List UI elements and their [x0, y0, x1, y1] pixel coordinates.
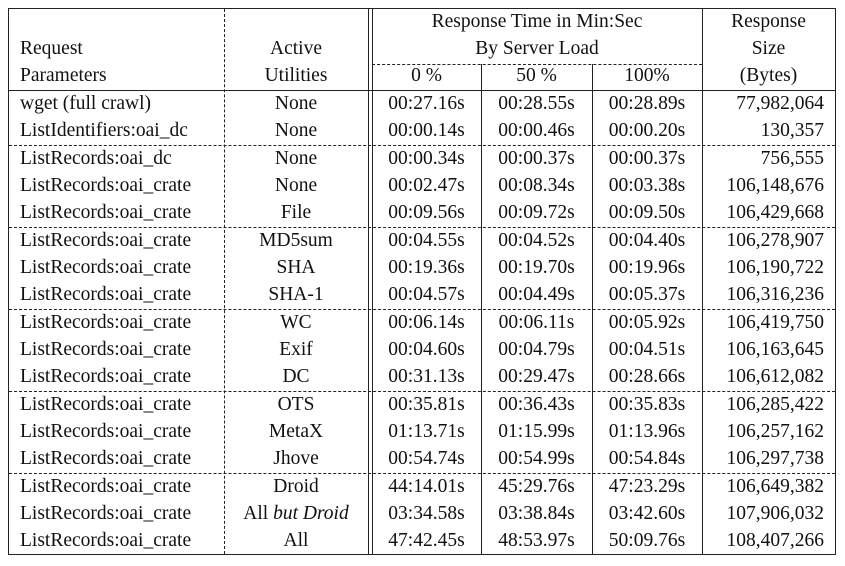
time-50-cell: 00:04.79s	[498, 339, 575, 360]
utility-cell: MD5sum	[259, 230, 333, 251]
time-0-cell: 00:35.81s	[388, 394, 465, 415]
time-0-cell: 00:27.16s	[388, 93, 465, 114]
size-cell: 106,163,645	[726, 339, 824, 360]
size-cell: 106,285,422	[726, 394, 824, 415]
utility-cell: File	[280, 202, 312, 223]
time-100-cell: 03:42.60s	[608, 503, 686, 524]
utility-cell: All	[283, 530, 309, 551]
utility-cell	[224, 504, 368, 524]
size-cell: 106,190,722	[726, 257, 824, 278]
size-cell: 130,357	[760, 120, 824, 141]
size-cell: 756,555	[760, 148, 824, 169]
request-cell: ListRecords:oai_crate	[20, 476, 192, 497]
group-rule-5	[9, 473, 835, 474]
time-100-cell: 00:09.50s	[608, 202, 686, 223]
time-100-cell: 01:13.96s	[608, 421, 686, 442]
time-50-cell: 00:54.99s	[498, 448, 575, 469]
time-0-cell: 01:13.71s	[388, 421, 465, 442]
header-request-line1: Request	[20, 38, 83, 59]
time-50-cell: 01:15.99s	[498, 421, 575, 442]
time-0-cell: 00:19.36s	[388, 257, 465, 278]
request-cell: ListRecords:oai_crate	[20, 175, 192, 196]
time-50-cell: 00:09.72s	[498, 202, 575, 223]
utility-cell: DC	[282, 366, 310, 387]
size-cell: 106,649,382	[726, 476, 824, 497]
request-cell: ListRecords:oai_crate	[20, 366, 192, 387]
utility-cell: OTS	[277, 394, 315, 415]
request-cell: ListRecords:oai_crate	[20, 339, 192, 360]
time-50-cell: 48:53.97s	[498, 530, 575, 551]
size-cell: 106,297,738	[726, 448, 824, 469]
time-0-cell: 00:54.74s	[388, 448, 465, 469]
time-0-cell: 00:02.47s	[388, 175, 465, 196]
header-size-line2: Size	[751, 38, 786, 59]
time-100-cell: 00:04.40s	[608, 230, 686, 251]
size-cell: 106,419,750	[726, 312, 824, 333]
time-100-cell: 00:00.37s	[608, 148, 686, 169]
time-50-cell: 03:38.84s	[498, 503, 575, 524]
group-rule-1	[9, 145, 835, 146]
time-100-cell: 00:28.89s	[608, 93, 686, 114]
request-cell: ListRecords:oai_crate	[20, 394, 192, 415]
time-50-cell: 00:06.11s	[498, 312, 575, 333]
request-cell: ListRecords:oai_crate	[20, 503, 192, 524]
utility-cell: SHA	[276, 257, 316, 278]
request-cell: ListRecords:oai_crate	[20, 284, 192, 305]
time-50-cell: 00:28.55s	[498, 93, 575, 114]
time-0-cell: 44:14.01s	[388, 476, 465, 497]
time-100-cell: 00:03.38s	[608, 175, 686, 196]
size-cell: 77,982,064	[736, 93, 824, 114]
time-100-cell: 50:09.76s	[608, 530, 686, 551]
time-50-cell: 00:04.52s	[498, 230, 575, 251]
time-0-cell: 00:06.14s	[388, 312, 465, 333]
request-cell: ListRecords:oai_crate	[20, 530, 192, 551]
request-cell: ListRecords:oai_crate	[20, 202, 192, 223]
header-response-time-line2: By Server Load	[475, 38, 599, 59]
request-cell: ListIdentifiers:oai_dc	[20, 120, 188, 141]
request-cell: ListRecords:oai_crate	[20, 448, 192, 469]
utility-cell: None	[274, 120, 318, 141]
time-100-cell: 00:00.20s	[608, 120, 686, 141]
time-0-cell: 00:00.14s	[388, 120, 465, 141]
header-load-50: 50 %	[516, 65, 557, 86]
time-50-cell: 00:08.34s	[498, 175, 575, 196]
time-0-cell: 00:31.13s	[388, 366, 465, 387]
header-size-line3: (Bytes)	[739, 65, 798, 86]
time-100-cell: 00:05.37s	[608, 284, 686, 305]
request-cell: ListRecords:oai_dc	[20, 148, 172, 169]
utility-cell: SHA-1	[268, 284, 324, 305]
time-50-cell: 00:19.70s	[498, 257, 575, 278]
group-rule-4	[9, 391, 835, 392]
request-cell: ListRecords:oai_crate	[20, 421, 192, 442]
time-0-cell: 00:00.34s	[388, 148, 465, 169]
time-100-cell: 47:23.29s	[608, 476, 686, 497]
time-0-cell: 00:04.55s	[388, 230, 465, 251]
time-0-cell: 03:34.58s	[388, 503, 465, 524]
time-100-cell: 00:54.84s	[608, 448, 686, 469]
time-50-cell: 00:00.37s	[498, 148, 575, 169]
size-cell: 106,278,907	[726, 230, 824, 251]
utility-cell: None	[274, 175, 318, 196]
header-request-line2: Parameters	[20, 65, 107, 86]
time-50-cell: 00:29.47s	[498, 366, 575, 387]
header-utilities-line1: Active	[270, 38, 322, 59]
utility-prefix: All	[243, 503, 274, 524]
utility-italic: but Droid	[273, 503, 349, 524]
response-time-table	[8, 8, 836, 555]
header-size-line1: Response	[731, 11, 806, 32]
size-cell: 106,429,668	[726, 202, 824, 223]
request-cell: ListRecords:oai_crate	[20, 312, 192, 333]
size-cell: 106,148,676	[726, 175, 824, 196]
time-100-cell: 00:05.92s	[608, 312, 686, 333]
time-0-cell: 00:04.57s	[388, 284, 465, 305]
size-cell: 108,407,266	[726, 530, 824, 551]
utility-cell: None	[274, 93, 318, 114]
time-100-cell: 00:04.51s	[608, 339, 686, 360]
time-50-cell: 00:00.46s	[498, 120, 575, 141]
utility-cell: WC	[280, 312, 312, 333]
time-0-cell: 47:42.45s	[388, 530, 465, 551]
size-cell: 107,906,032	[726, 503, 824, 524]
size-cell: 106,257,162	[726, 421, 824, 442]
request-cell: ListRecords:oai_crate	[20, 257, 192, 278]
request-cell: wget (full crawl)	[20, 93, 152, 114]
time-50-cell: 00:36.43s	[498, 394, 575, 415]
utility-cell: Jhove	[273, 448, 319, 469]
header-utilities-line2: Utilities	[264, 65, 328, 86]
time-50-cell: 45:29.76s	[498, 476, 575, 497]
header-load-0: 0 %	[411, 65, 442, 86]
time-100-cell: 00:19.96s	[608, 257, 686, 278]
header-load-100: 100%	[624, 65, 670, 86]
utility-cell: None	[274, 148, 318, 169]
time-100-cell: 00:35.83s	[608, 394, 686, 415]
size-cell: 106,316,236	[726, 284, 824, 305]
utility-cell: Droid	[273, 476, 319, 497]
group-rule-3	[9, 309, 835, 310]
utility-cell: Exif	[279, 339, 313, 360]
group-rule-2	[9, 227, 835, 228]
header-response-time-line1: Response Time in Min:Sec	[431, 11, 643, 32]
time-50-cell: 00:04.49s	[498, 284, 575, 305]
utility-cell: MetaX	[268, 421, 324, 442]
time-0-cell: 00:09.56s	[388, 202, 465, 223]
time-0-cell: 00:04.60s	[388, 339, 465, 360]
size-cell: 106,612,082	[726, 366, 824, 387]
time-100-cell: 00:28.66s	[608, 366, 686, 387]
request-cell: ListRecords:oai_crate	[20, 230, 192, 251]
header-rule	[9, 90, 835, 91]
